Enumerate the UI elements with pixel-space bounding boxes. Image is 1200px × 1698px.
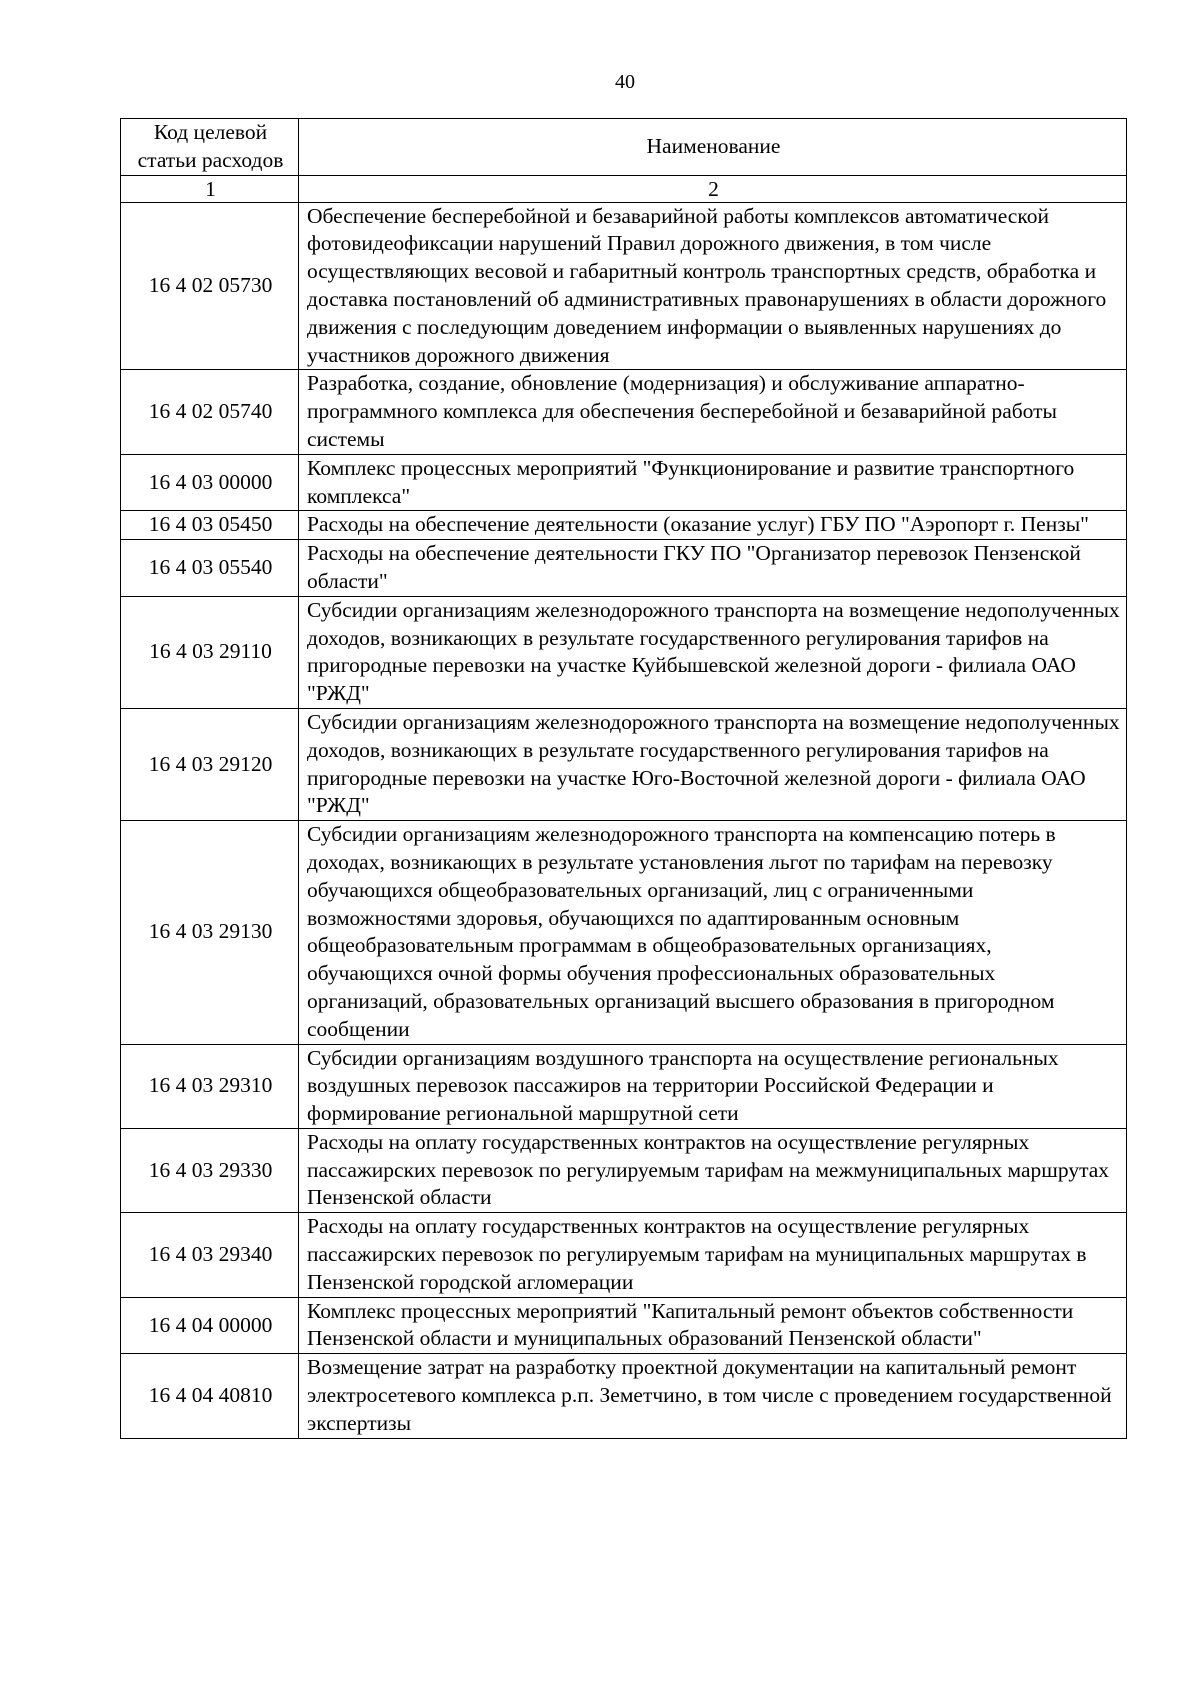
row-name: Обеспечение бесперебойной и безаварийной работы комплексов автоматической фотовидеофиксации нарушений Правил дорожного движения, в том числе осуществляющих весовой и габаритный контроль транспортных средств, обработка и доставка постановлений об административных правонарушениях в области дорожного движения с последующим доведением информации о выявленных нарушениях до участников дорожного движения xyxy=(299,202,1127,370)
header-code: Код целевой статьи расходов xyxy=(121,119,299,176)
table-row xyxy=(121,1128,1127,1212)
row-name: Субсидии организациям железнодорожного транспорта на возмещение недополученных доходов, возникающих в результате государственного регулирования тарифов на пригородные перевозки на участке Куйбышевской железной дороги - филиала ОАО "РЖД" xyxy=(299,596,1127,708)
column-number-2: 2 xyxy=(299,175,1127,202)
row-code: 16 4 03 29340 xyxy=(121,1213,299,1297)
budget-codes-table xyxy=(120,118,1127,1439)
table-row xyxy=(121,596,1127,708)
table-row xyxy=(121,454,1127,511)
row-name: Расходы на обеспечение деятельности (оказание услуг) ГБУ ПО "Аэропорт г. Пензы" xyxy=(299,511,1127,540)
row-code: 16 4 03 29120 xyxy=(121,708,299,820)
header-name: Наименование xyxy=(299,119,1127,176)
row-code: 16 4 02 05730 xyxy=(121,202,299,370)
row-name: Расходы на оплату государственных контрактов на осуществление регулярных пассажирских перевозок по регулируемым тарифам на межмуниципальных маршрутах Пензенской области xyxy=(299,1128,1127,1212)
table-row xyxy=(121,821,1127,1044)
row-code: 16 4 02 05740 xyxy=(121,370,299,454)
page-number: 40 xyxy=(615,71,635,93)
row-name: Комплекс процессных мероприятий "Функционирование и развитие транспортного комплекса" xyxy=(299,454,1127,511)
row-code: 16 4 03 05540 xyxy=(121,540,299,597)
row-name: Субсидии организациям железнодорожного транспорта на возмещение недополученных доходов, возникающих в результате государственного регулирования тарифов на пригородные перевозки на участке Юго-Восточной железной дороги - филиала ОАО "РЖД" xyxy=(299,708,1127,820)
table-row xyxy=(121,511,1127,540)
row-name: Расходы на обеспечение деятельности ГКУ ПО "Организатор перевозок Пензенской области" xyxy=(299,540,1127,597)
row-code: 16 4 03 00000 xyxy=(121,454,299,511)
row-name: Субсидии организациям воздушного транспорта на осуществление региональных воздушных перевозок пассажиров на территории Российской Федерации и формирование региональной маршрутной сети xyxy=(299,1044,1127,1128)
column-number-row xyxy=(121,175,1127,202)
row-name: Комплекс процессных мероприятий "Капитальный ремонт объектов собственности Пензенской области и муниципальных образований Пензенской области" xyxy=(299,1297,1127,1354)
table-row xyxy=(121,1044,1127,1128)
table-row xyxy=(121,370,1127,454)
row-code: 16 4 03 29130 xyxy=(121,821,299,1044)
row-name: Субсидии организациям железнодорожного транспорта на компенсацию потерь в доходах, возникающих в результате установления льгот по тарифам на перевозку обучающихся общеобразовательных организаций, лиц с ограниченными возможностями здоровья, обучающихся по адаптированным основным общеобразовательным программам в общеобразовательных организациях, обучающихся очной формы обучения профессиональных образовательных организаций, образовательных организаций высшего образования в пригородном сообщении xyxy=(299,821,1127,1044)
row-code: 16 4 04 40810 xyxy=(121,1354,299,1438)
table-row xyxy=(121,1354,1127,1438)
table-row xyxy=(121,540,1127,597)
column-number-1: 1 xyxy=(121,175,299,202)
row-code: 16 4 03 29330 xyxy=(121,1128,299,1212)
row-code: 16 4 03 29310 xyxy=(121,1044,299,1128)
table-row xyxy=(121,202,1127,370)
table-row xyxy=(121,708,1127,820)
row-name: Расходы на оплату государственных контрактов на осуществление регулярных пассажирских перевозок по регулируемым тарифам на муниципальных маршрутах в Пензенской городской агломерации xyxy=(299,1213,1127,1297)
table-header-row xyxy=(121,119,1127,176)
table-row xyxy=(121,1297,1127,1354)
table-row xyxy=(121,1213,1127,1297)
row-name: Возмещение затрат на разработку проектной документации на капитальный ремонт электросетевого комплекса р.п. Земетчино, в том числе с проведением государственной экспертизы xyxy=(299,1354,1127,1438)
row-code: 16 4 03 05450 xyxy=(121,511,299,540)
row-code: 16 4 03 29110 xyxy=(121,596,299,708)
row-name: Разработка, создание, обновление (модернизация) и обслуживание аппаратно-программного комплекса для обеспечения бесперебойной и безаварийной работы системы xyxy=(299,370,1127,454)
row-code: 16 4 04 00000 xyxy=(121,1297,299,1354)
